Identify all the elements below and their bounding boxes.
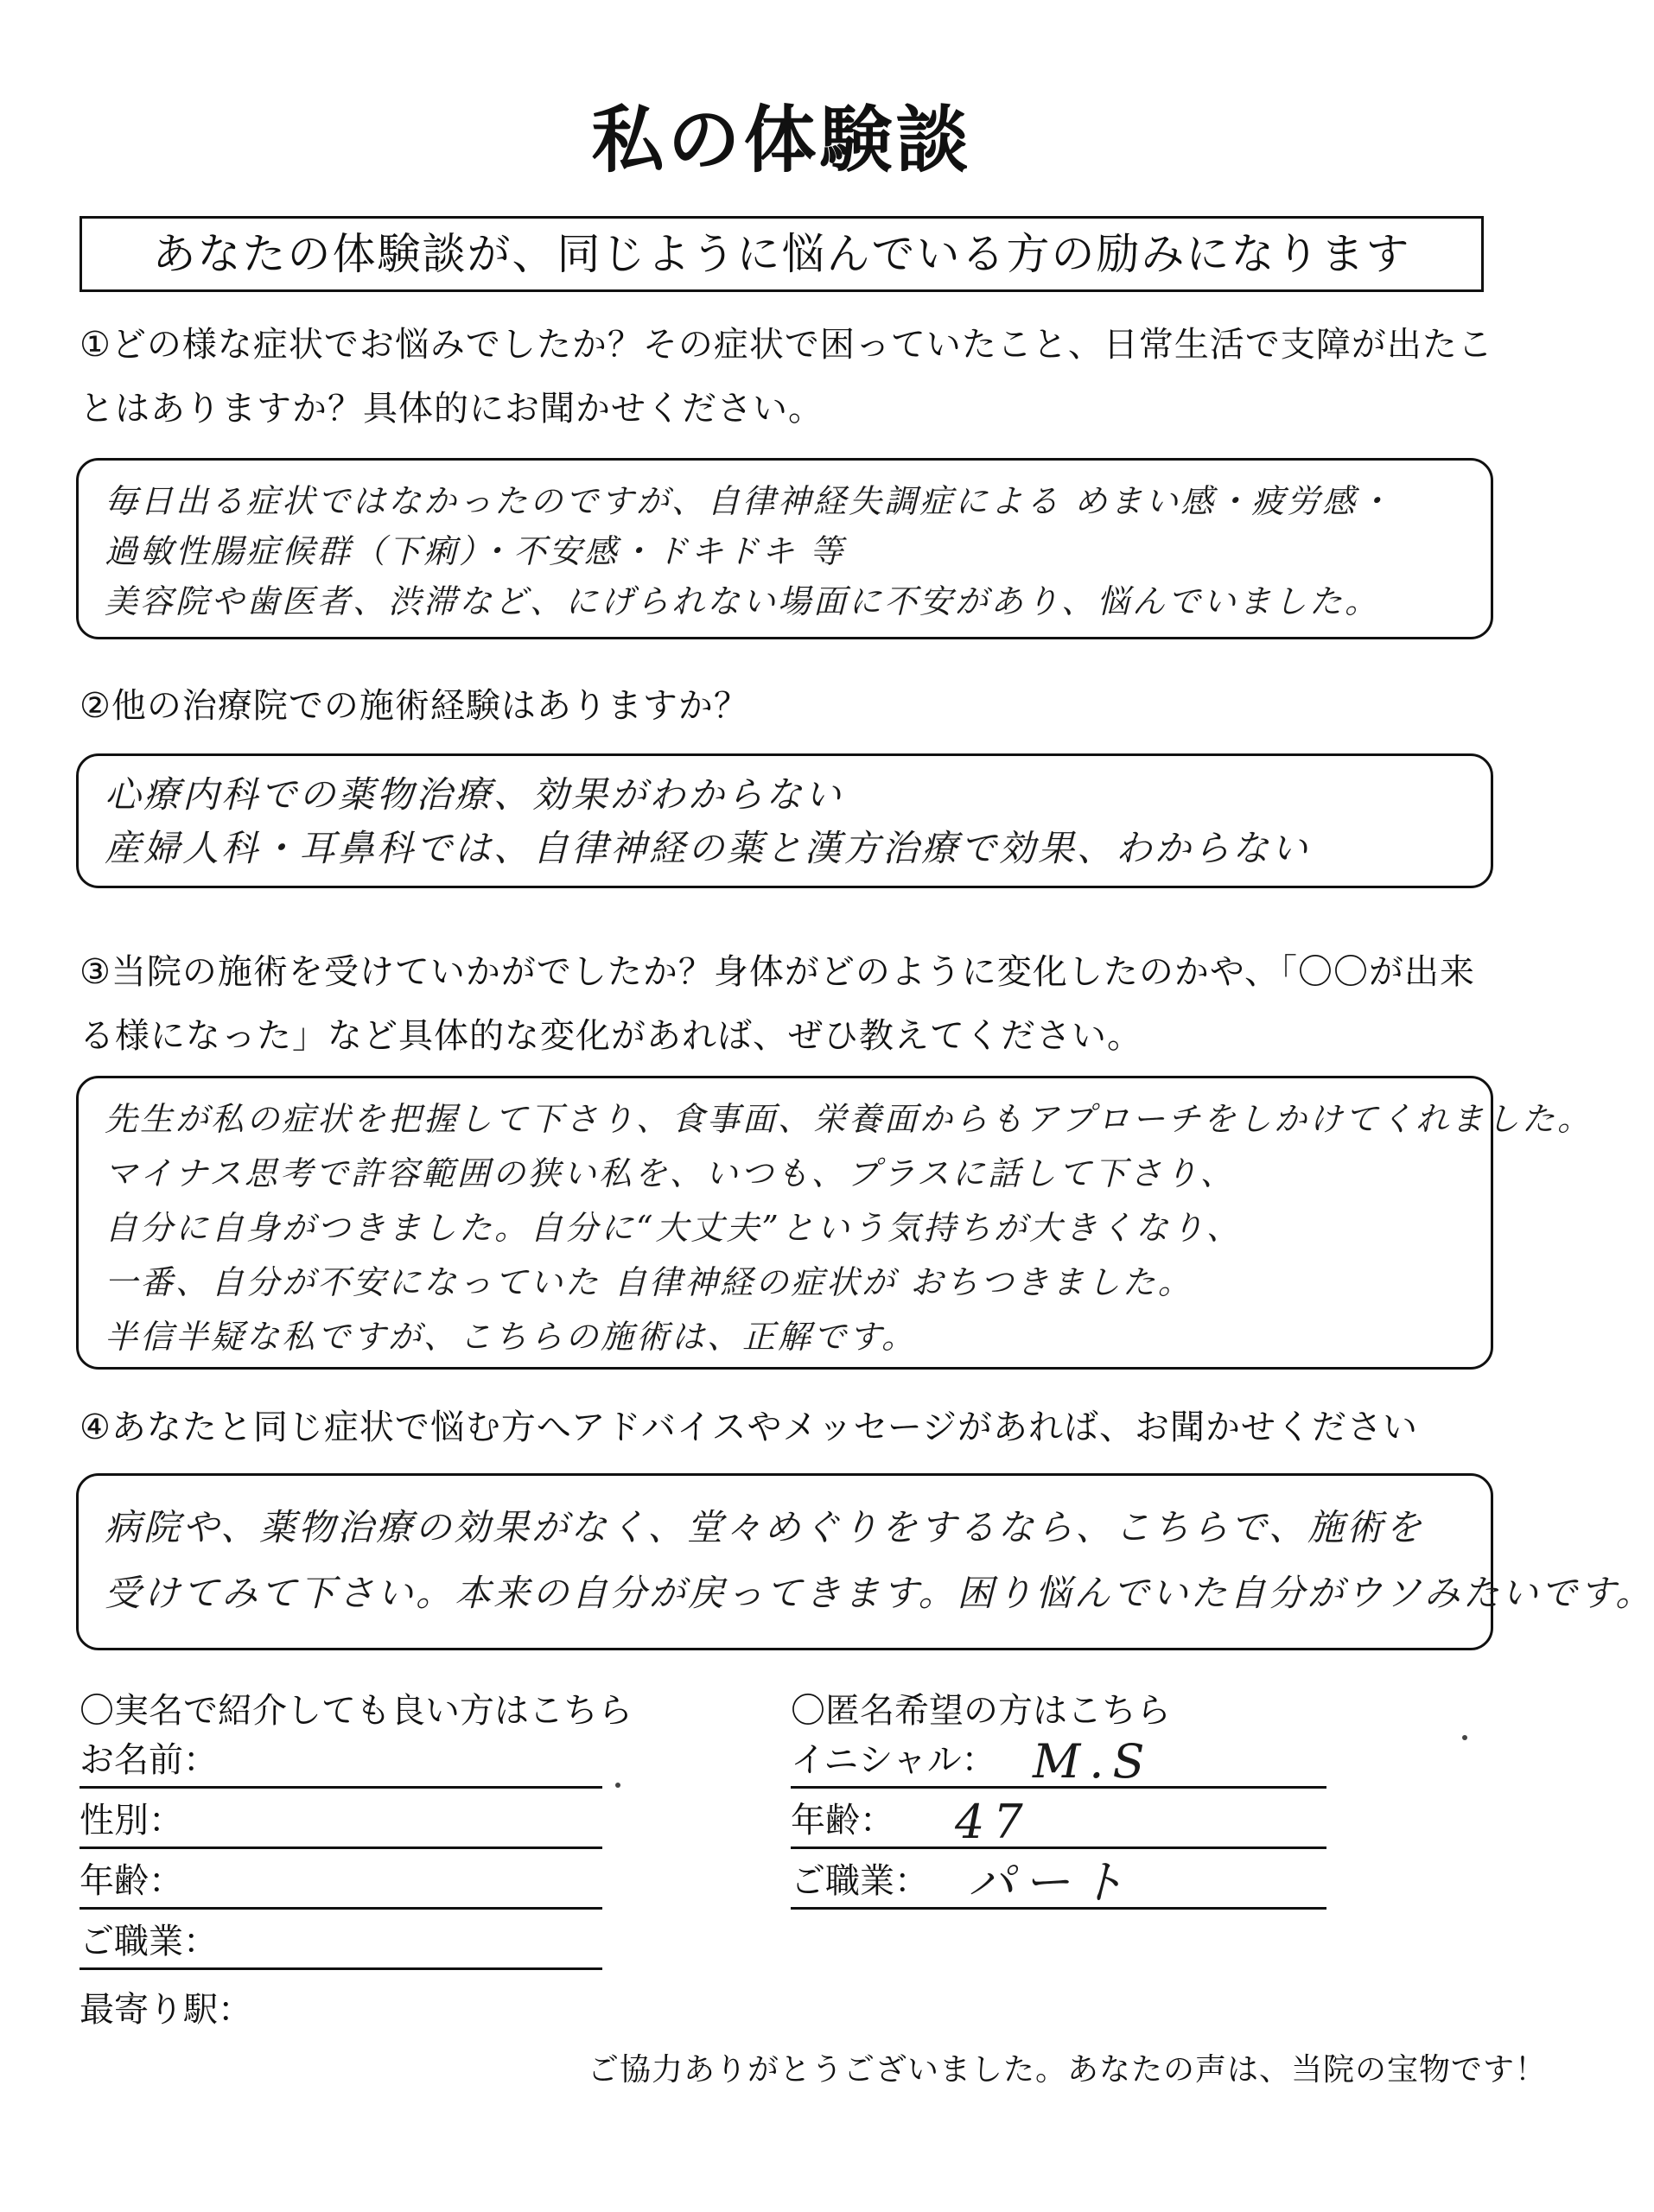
real-name-label: お名前： — [80, 1740, 218, 1780]
subtitle-text: あなたの体験談が、同じように悩んでいる方の励みになります — [152, 229, 1411, 279]
real-age-field[interactable] — [80, 1859, 602, 1910]
answer-1-box — [76, 458, 1493, 639]
anon-initial-field[interactable] — [791, 1734, 1326, 1789]
page-title: 私の体験談 — [591, 98, 972, 182]
real-age-label: 年齢： — [80, 1861, 183, 1901]
answer-3-line-3: 自分に自身がつきました。自分に“大丈夫”という気持ちが大きくなり、 — [105, 1209, 1242, 1247]
question-2-label: ②他の治療院での施術経験はありますか？ — [80, 686, 749, 726]
question-3-label: ③当院の施術を受けていかがでしたか？身体がどのように変化したのかや、「〇〇が出来る様になった」など具体的な変化があれば、ぜひ教えてください。 — [80, 952, 1476, 1056]
real-gender-label: 性別： — [80, 1801, 183, 1840]
answer-4-line-2: 受けてみて下さい。本来の自分が戻ってきます。困り悩んでいた自分がウソみたいです。 — [105, 1572, 1654, 1614]
anon-job-value: パート — [968, 1855, 1134, 1910]
stray-mark — [1462, 1735, 1467, 1740]
real-name-field[interactable] — [80, 1738, 602, 1789]
answer-3-line-1: 先生が私の症状を把握して下さり、食事面、栄養面からもアプローチをしかけてくれました。 — [105, 1100, 1594, 1138]
answer-3-line-4: 一番、自分が不安になっていた 自律神経の症状が おちつきました。 — [105, 1263, 1193, 1301]
stray-mark — [615, 1783, 620, 1788]
answer-1-line-2: 過敏性腸症候群（下痢）・不安感・ドキドキ 等 — [105, 532, 846, 570]
anon-job-field[interactable] — [791, 1855, 1326, 1910]
anon-age-label: 年齢： — [791, 1801, 894, 1840]
answer-1-line-1: 毎日出る症状ではなかったのですが、自律神経失調症による めまい感・疲労感・ — [105, 482, 1394, 520]
answer-3-line-5: 半信半疑な私ですが、こちらの施術は、正解です。 — [105, 1318, 917, 1356]
answer-4-box — [76, 1473, 1654, 1650]
anonymous-heading: 〇匿名希望の方はこちら — [791, 1691, 1171, 1731]
answer-1-line-3: 美容院や歯医者、渋滞など、にげられない場面に不安があり、悩んでいました。 — [105, 582, 1381, 620]
answer-2-line-1: 心療内科での薬物治療、効果がわからない — [105, 773, 844, 816]
anon-initial-label: イニシャル： — [791, 1740, 996, 1780]
real-job-field[interactable] — [80, 1920, 602, 1970]
real-name-heading: 〇実名で紹介しても良い方はこちら — [80, 1691, 633, 1731]
question-4-label: ④あなたと同じ症状で悩む方へアドバイスやメッセージがあれば、お聞かせください — [80, 1408, 1419, 1447]
real-gender-field[interactable] — [80, 1799, 602, 1849]
real-station-label: 最寄り駅： — [80, 1990, 252, 2030]
anon-age-field[interactable] — [791, 1795, 1326, 1849]
anon-initial-value: M.S — [1033, 1734, 1154, 1789]
answer-3-line-2: マイナス思考で許容範囲の狭い私を、いつも、プラスに話して下さり、 — [105, 1154, 1236, 1192]
answer-2-line-2: 産婦人科・耳鼻科では、自律神経の薬と漢方治療で効果、わからない — [105, 827, 1311, 869]
footer-thanks: ご協力ありがとうございました。あなたの声は、当院の宝物です！ — [588, 2052, 1548, 2088]
anon-age-value: 47 — [955, 1795, 1032, 1849]
answer-2-box — [76, 753, 1493, 888]
subtitle-banner — [80, 216, 1484, 292]
question-1-label: ①どの様な症状でお悩みでしたか？その症状で困っていたこと、日常生活で支障が出たことはありますか？具体的にお聞かせください。 — [80, 325, 1493, 429]
answer-3-box — [76, 1076, 1594, 1370]
real-job-label: ご職業： — [80, 1922, 218, 1961]
anon-job-label: ご職業： — [791, 1861, 929, 1901]
answer-4-line-1: 病院や、薬物治療の効果がなく、堂々めぐりをするなら、こちらで、施術を — [105, 1506, 1425, 1548]
